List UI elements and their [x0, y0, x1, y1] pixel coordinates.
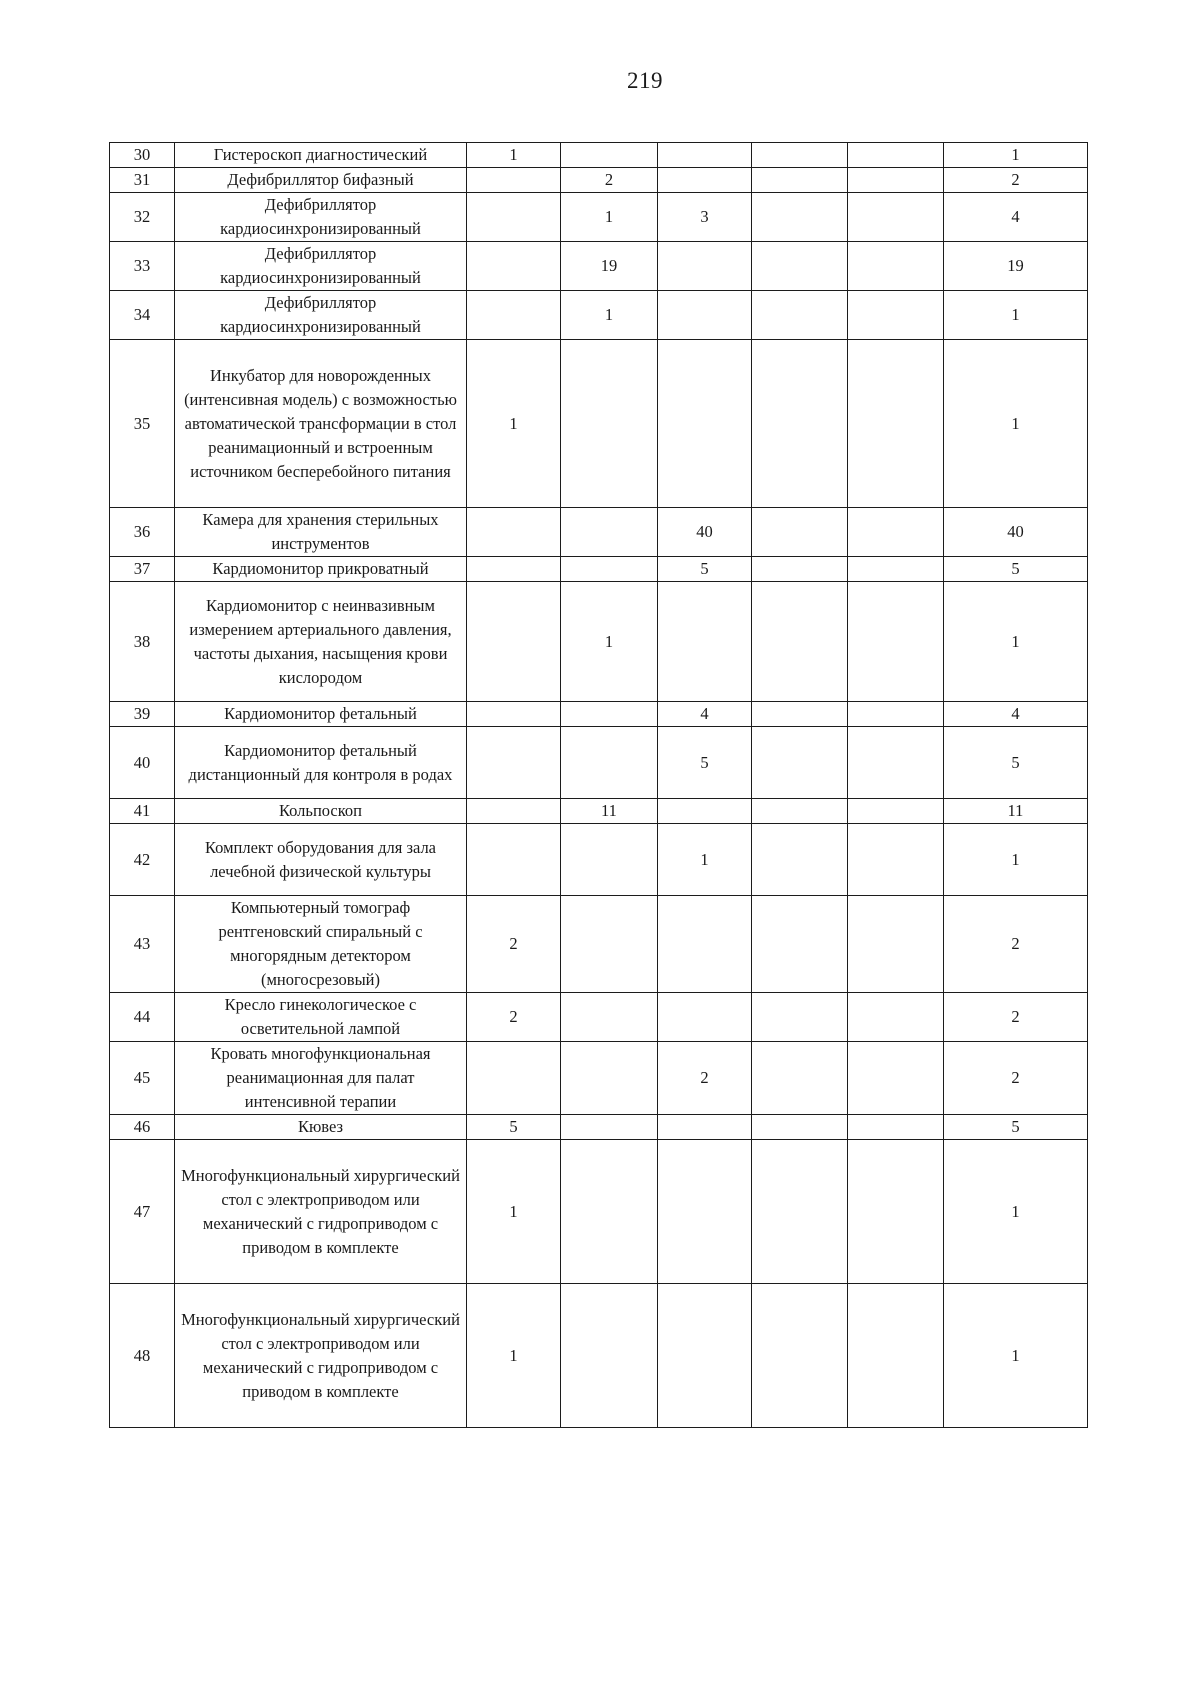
- equipment-name: Камера для хранения стерильных инструментов: [175, 508, 467, 557]
- quantity-cell: [467, 799, 561, 824]
- row-number: 37: [110, 557, 175, 582]
- quantity-cell: 4: [658, 702, 752, 727]
- quantity-cell: 1: [561, 193, 658, 242]
- quantity-cell: 2: [658, 1042, 752, 1115]
- row-number: 45: [110, 1042, 175, 1115]
- table-row: [110, 582, 1088, 702]
- quantity-cell: [658, 582, 752, 702]
- total-cell: 19: [944, 242, 1088, 291]
- quantity-cell: [848, 896, 944, 993]
- quantity-cell: [752, 1140, 848, 1284]
- row-number: 47: [110, 1140, 175, 1284]
- quantity-cell: [848, 702, 944, 727]
- quantity-cell: 40: [658, 508, 752, 557]
- row-number: 35: [110, 340, 175, 508]
- quantity-cell: [848, 143, 944, 168]
- equipment-name: Дефибриллятор кардиосинхронизированный: [175, 242, 467, 291]
- row-number: 40: [110, 727, 175, 799]
- equipment-name: Кардиомонитор фетальный дистанционный для контроля в родах: [175, 727, 467, 799]
- quantity-cell: [561, 1284, 658, 1428]
- quantity-cell: [848, 993, 944, 1042]
- quantity-cell: [467, 242, 561, 291]
- table-row: [110, 1284, 1088, 1428]
- quantity-cell: [658, 242, 752, 291]
- row-number: 34: [110, 291, 175, 340]
- quantity-cell: [752, 993, 848, 1042]
- quantity-cell: [848, 1115, 944, 1140]
- table-row: [110, 1140, 1088, 1284]
- row-number: 31: [110, 168, 175, 193]
- equipment-name: Кювез: [175, 1115, 467, 1140]
- quantity-cell: 1: [467, 1284, 561, 1428]
- table-row: [110, 557, 1088, 582]
- row-number: 38: [110, 582, 175, 702]
- quantity-cell: [848, 340, 944, 508]
- total-cell: 5: [944, 557, 1088, 582]
- quantity-cell: [561, 727, 658, 799]
- total-cell: 1: [944, 340, 1088, 508]
- equipment-name: Инкубатор для новорожденных (интенсивная модель) с возможностью автоматической трансформации в стол реанимационный и встроенным источником бесперебойного питания: [175, 340, 467, 508]
- quantity-cell: [467, 291, 561, 340]
- table-row: [110, 1115, 1088, 1140]
- quantity-cell: [467, 824, 561, 896]
- quantity-cell: [467, 508, 561, 557]
- quantity-cell: 5: [467, 1115, 561, 1140]
- equipment-name: Дефибриллятор кардиосинхронизированный: [175, 291, 467, 340]
- quantity-cell: [848, 799, 944, 824]
- table-row: [110, 143, 1088, 168]
- quantity-cell: 2: [561, 168, 658, 193]
- quantity-cell: [561, 557, 658, 582]
- quantity-cell: [752, 242, 848, 291]
- equipment-name: Компьютерный томограф рентгеновский спиральный с многорядным детектором (многосрезовый): [175, 896, 467, 993]
- quantity-cell: [848, 1042, 944, 1115]
- quantity-cell: [848, 168, 944, 193]
- table-row: [110, 799, 1088, 824]
- total-cell: 40: [944, 508, 1088, 557]
- table-row: [110, 702, 1088, 727]
- total-cell: 5: [944, 727, 1088, 799]
- quantity-cell: [561, 1115, 658, 1140]
- total-cell: 11: [944, 799, 1088, 824]
- table-row: [110, 242, 1088, 291]
- quantity-cell: [752, 557, 848, 582]
- total-cell: 2: [944, 896, 1088, 993]
- quantity-cell: [752, 508, 848, 557]
- quantity-cell: [752, 168, 848, 193]
- equipment-name: Комплект оборудования для зала лечебной физической культуры: [175, 824, 467, 896]
- quantity-cell: [752, 824, 848, 896]
- equipment-name: Кардиомонитор с неинвазивным измерением артериального давления, частоты дыхания, насыщения крови кислородом: [175, 582, 467, 702]
- quantity-cell: [561, 702, 658, 727]
- quantity-cell: [658, 896, 752, 993]
- quantity-cell: 2: [467, 993, 561, 1042]
- quantity-cell: [752, 1115, 848, 1140]
- quantity-cell: [848, 1140, 944, 1284]
- quantity-cell: 1: [561, 291, 658, 340]
- quantity-cell: [752, 143, 848, 168]
- table-row: [110, 168, 1088, 193]
- row-number: 30: [110, 143, 175, 168]
- quantity-cell: [658, 340, 752, 508]
- quantity-cell: 19: [561, 242, 658, 291]
- quantity-cell: [658, 168, 752, 193]
- quantity-cell: [752, 727, 848, 799]
- quantity-cell: [658, 993, 752, 1042]
- row-number: 42: [110, 824, 175, 896]
- quantity-cell: [752, 702, 848, 727]
- total-cell: 5: [944, 1115, 1088, 1140]
- equipment-name: Кровать многофункциональная реанимационная для палат интенсивной терапии: [175, 1042, 467, 1115]
- quantity-cell: [658, 143, 752, 168]
- quantity-cell: [752, 340, 848, 508]
- quantity-cell: [752, 1284, 848, 1428]
- row-number: 43: [110, 896, 175, 993]
- equipment-name: Гистероскоп диагностический: [175, 143, 467, 168]
- total-cell: 1: [944, 291, 1088, 340]
- quantity-cell: [561, 896, 658, 993]
- quantity-cell: 11: [561, 799, 658, 824]
- row-number: 32: [110, 193, 175, 242]
- equipment-name: Кардиомонитор фетальный: [175, 702, 467, 727]
- quantity-cell: 1: [467, 340, 561, 508]
- quantity-cell: 5: [658, 727, 752, 799]
- row-number: 36: [110, 508, 175, 557]
- quantity-cell: [848, 727, 944, 799]
- quantity-cell: [848, 582, 944, 702]
- quantity-cell: [752, 799, 848, 824]
- quantity-cell: [752, 582, 848, 702]
- row-number: 48: [110, 1284, 175, 1428]
- row-number: 41: [110, 799, 175, 824]
- quantity-cell: [561, 508, 658, 557]
- quantity-cell: [561, 1042, 658, 1115]
- table-row: [110, 727, 1088, 799]
- quantity-cell: [848, 824, 944, 896]
- quantity-cell: 1: [467, 1140, 561, 1284]
- quantity-cell: [561, 143, 658, 168]
- total-cell: 2: [944, 993, 1088, 1042]
- quantity-cell: [561, 1140, 658, 1284]
- quantity-cell: 2: [467, 896, 561, 993]
- quantity-cell: 1: [467, 143, 561, 168]
- quantity-cell: [752, 291, 848, 340]
- quantity-cell: [658, 1115, 752, 1140]
- quantity-cell: [467, 1042, 561, 1115]
- quantity-cell: 1: [561, 582, 658, 702]
- table-row: [110, 1042, 1088, 1115]
- quantity-cell: [658, 1284, 752, 1428]
- quantity-cell: [848, 557, 944, 582]
- quantity-cell: [467, 193, 561, 242]
- quantity-cell: [658, 291, 752, 340]
- equipment-name: Кардиомонитор прикроватный: [175, 557, 467, 582]
- quantity-cell: [848, 508, 944, 557]
- total-cell: 1: [944, 1284, 1088, 1428]
- row-number: 33: [110, 242, 175, 291]
- table-row: [110, 291, 1088, 340]
- quantity-cell: 3: [658, 193, 752, 242]
- quantity-cell: 1: [658, 824, 752, 896]
- quantity-cell: [848, 291, 944, 340]
- total-cell: 2: [944, 168, 1088, 193]
- total-cell: 1: [944, 582, 1088, 702]
- row-number: 46: [110, 1115, 175, 1140]
- equipment-name: Многофункциональный хирургический стол с электроприводом или механический с гидроприводом с приводом в комплекте: [175, 1140, 467, 1284]
- total-cell: 4: [944, 193, 1088, 242]
- quantity-cell: [561, 340, 658, 508]
- equipment-name: Кресло гинекологическое с осветительной лампой: [175, 993, 467, 1042]
- quantity-cell: [658, 1140, 752, 1284]
- row-number: 44: [110, 993, 175, 1042]
- total-cell: 1: [944, 824, 1088, 896]
- total-cell: 1: [944, 1140, 1088, 1284]
- table-row: [110, 896, 1088, 993]
- quantity-cell: [561, 993, 658, 1042]
- table-row: [110, 993, 1088, 1042]
- quantity-cell: [561, 824, 658, 896]
- quantity-cell: [752, 193, 848, 242]
- quantity-cell: [467, 168, 561, 193]
- quantity-cell: [752, 896, 848, 993]
- table-row: [110, 193, 1088, 242]
- total-cell: 4: [944, 702, 1088, 727]
- quantity-cell: [848, 242, 944, 291]
- row-number: 39: [110, 702, 175, 727]
- table-row: [110, 508, 1088, 557]
- quantity-cell: [467, 727, 561, 799]
- equipment-name: Дефибриллятор бифазный: [175, 168, 467, 193]
- total-cell: 1: [944, 143, 1088, 168]
- page-number: 219: [627, 68, 663, 93]
- quantity-cell: 5: [658, 557, 752, 582]
- equipment-table: [109, 142, 1088, 1428]
- quantity-cell: [467, 702, 561, 727]
- quantity-cell: [467, 557, 561, 582]
- equipment-name: Дефибриллятор кардиосинхронизированный: [175, 193, 467, 242]
- equipment-name: Многофункциональный хирургический стол с электроприводом или механический с гидроприводом с приводом в комплекте: [175, 1284, 467, 1428]
- total-cell: 2: [944, 1042, 1088, 1115]
- table-row: [110, 340, 1088, 508]
- table-row: [110, 824, 1088, 896]
- quantity-cell: [658, 799, 752, 824]
- quantity-cell: [752, 1042, 848, 1115]
- quantity-cell: [467, 582, 561, 702]
- quantity-cell: [848, 1284, 944, 1428]
- equipment-name: Кольпоскоп: [175, 799, 467, 824]
- quantity-cell: [848, 193, 944, 242]
